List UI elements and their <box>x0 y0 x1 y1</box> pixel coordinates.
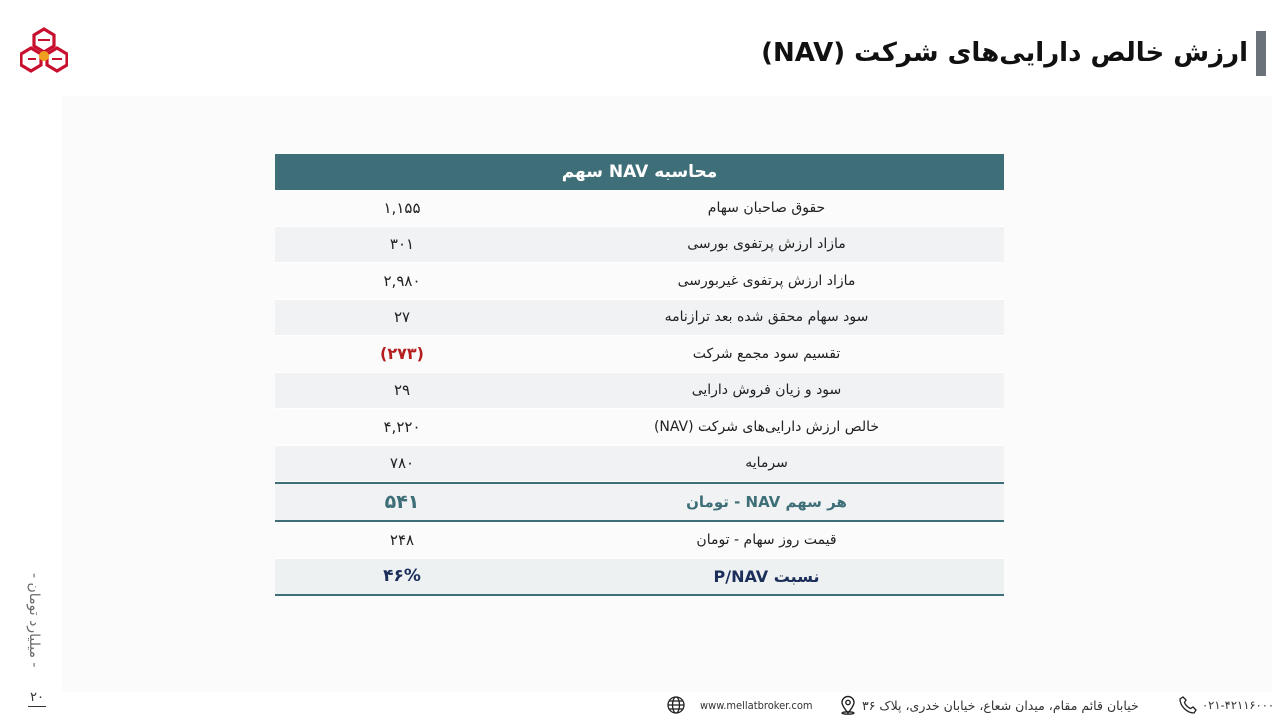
row-label: سرمایه <box>745 455 788 472</box>
table-row <box>275 227 1004 264</box>
unit-note: - میلیارد تومان - <box>26 572 42 668</box>
website-link[interactable]: www.mellatbroker.com <box>700 698 813 712</box>
p-nav-ratio-label: نسبت P/NAV <box>713 566 820 586</box>
table-header: محاسبه NAV سهم <box>275 154 1004 190</box>
phone-number: ۰۲۱-۴۲۱۱۶۰۰۰ <box>1202 698 1275 712</box>
table-row <box>275 373 1004 410</box>
company-logo <box>20 26 68 76</box>
row-value: ۲۷ <box>393 308 411 327</box>
footer-phone <box>1172 694 1274 716</box>
footer-website <box>660 694 813 716</box>
row-value: ۳۰۱ <box>389 235 415 254</box>
page-title: ارزش خالص دارایی‌های شرکت (NAV) <box>761 38 1248 68</box>
row-label: تقسیم سود مجمع شرکت <box>692 345 841 362</box>
row-label: خالص ارزش دارایی‌های شرکت (NAV) <box>653 418 880 435</box>
row-label: سود و زیان فروش دارایی <box>691 382 842 399</box>
p-nav-ratio-value: ۴۶% <box>383 566 421 587</box>
title-accent-bar <box>1256 31 1266 76</box>
row-value: ۷۸۰ <box>389 454 415 473</box>
phone-icon <box>1178 695 1198 715</box>
table-row <box>275 409 1004 446</box>
row-value: ۱,۱۵۵ <box>383 198 421 217</box>
row-label: حقوق صاحبان سهام <box>707 199 826 216</box>
row-value-negative: (۲۷۳) <box>380 344 424 364</box>
footer-address <box>832 694 1139 716</box>
share-price-row <box>275 522 1004 559</box>
table-row <box>275 446 1004 483</box>
table-row <box>275 300 1004 337</box>
p-nav-ratio-row <box>275 559 1004 597</box>
nav-per-share-label: هر سهم NAV - تومان <box>686 493 847 511</box>
share-price-label: قیمت روز سهام - تومان <box>696 531 837 548</box>
row-label: مازاد ارزش پرتفوی بورسی <box>687 236 846 253</box>
location-pin-icon <box>838 695 858 715</box>
row-label: مازاد ارزش پرتفوی غیربورسی <box>677 272 856 289</box>
nav-per-share-row <box>275 482 1004 522</box>
page-number: ۲۰ <box>30 690 44 705</box>
share-price-value: ۲۴۸ <box>389 530 415 549</box>
row-value: ۴,۲۲۰ <box>383 417 421 436</box>
table-row <box>275 190 1004 227</box>
row-label: سود سهام محقق شده بعد ترازنامه <box>664 309 869 326</box>
row-value: ۲۹ <box>393 381 411 400</box>
nav-table <box>275 154 1004 596</box>
table-row <box>275 263 1004 300</box>
table-row <box>275 336 1004 373</box>
globe-icon <box>666 695 686 715</box>
address-text: خیابان قائم مقام، میدان شعاع، خیابان خدری، پلاک ۳۶ <box>862 697 1139 713</box>
nav-per-share-value: ۵۴۱ <box>384 491 420 513</box>
row-value: ۲,۹۸۰ <box>383 271 421 290</box>
